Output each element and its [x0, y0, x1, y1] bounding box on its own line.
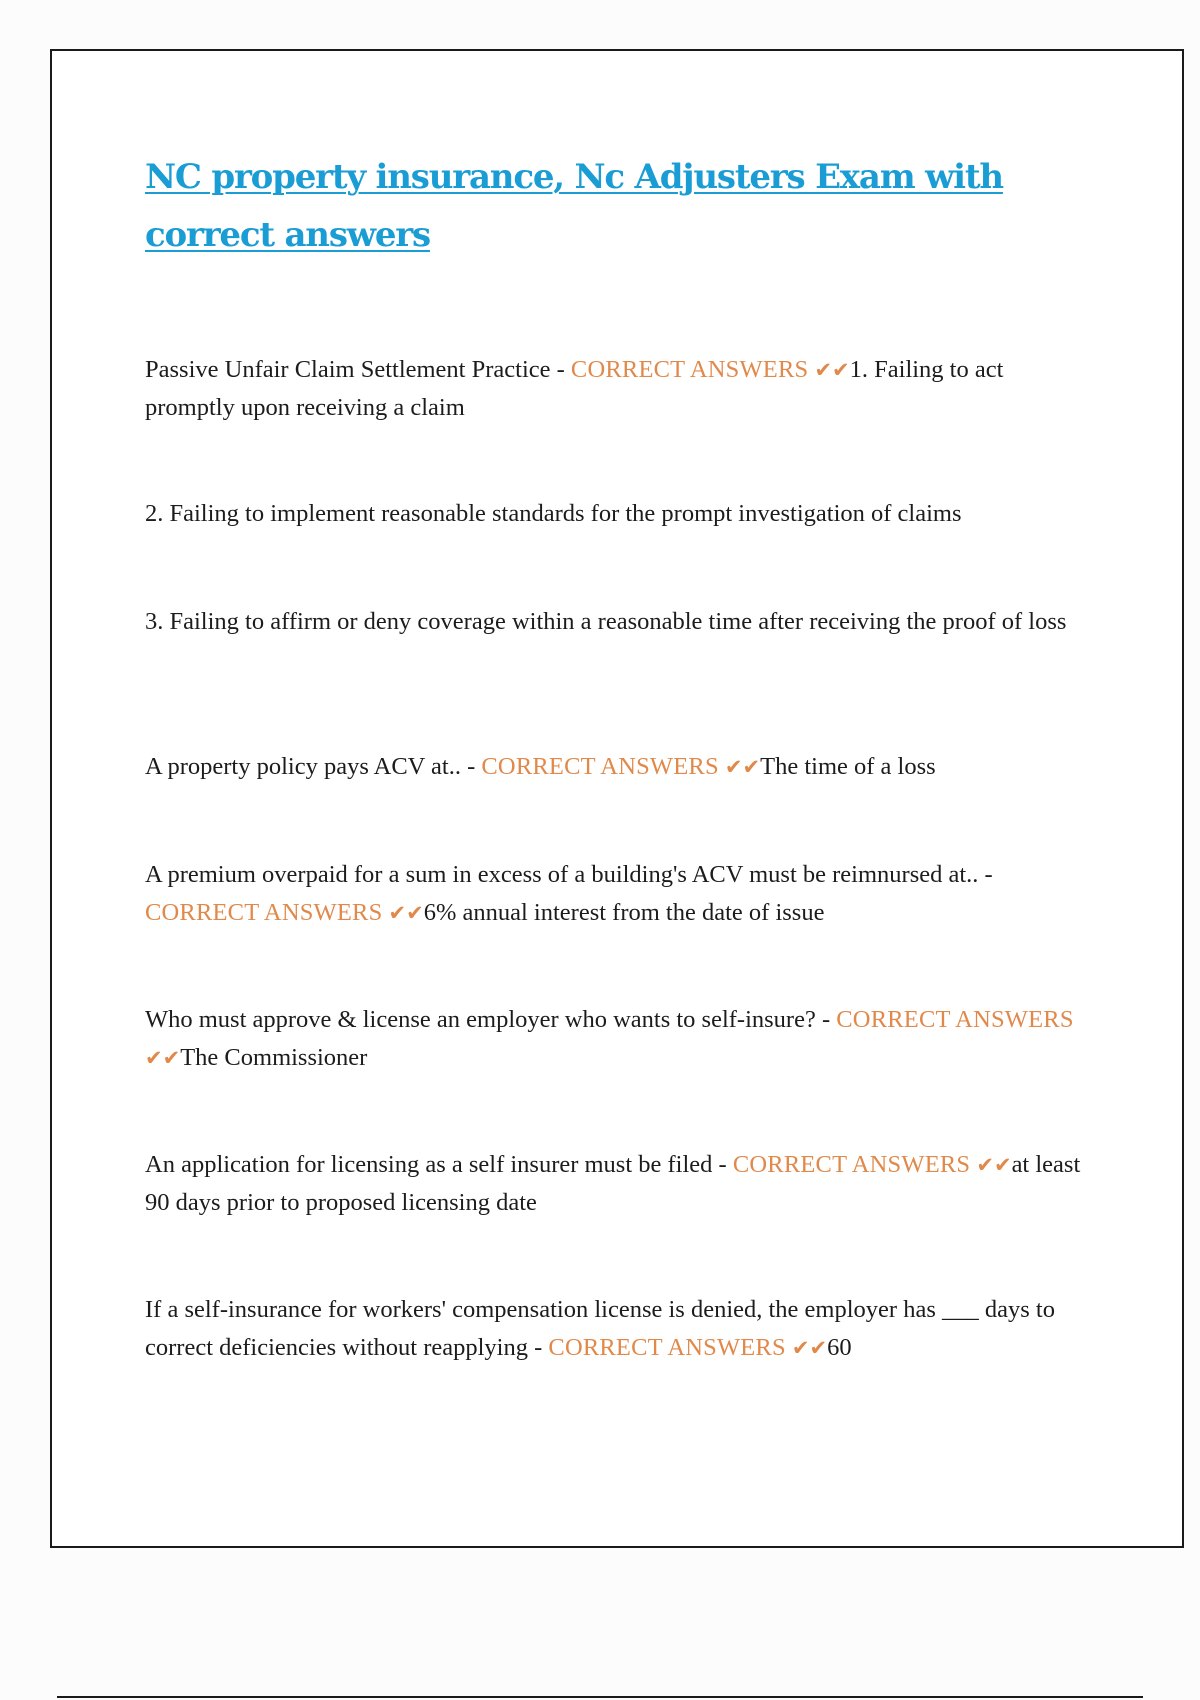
correct-answers-label: CORRECT ANSWERS [145, 899, 383, 926]
question-text: A premium overpaid for a sum in excess of a building's ACV must be reimnursed at.. - [145, 861, 993, 888]
question-text: Passive Unfair Claim Settlement Practice - [145, 356, 571, 383]
qa-entry-self-insure-approval [145, 1001, 1095, 1077]
answer-text: 6% annual interest from the date of issue [423, 899, 825, 926]
list-item-affirm-deny: 3. Failing to affirm or deny coverage within a reasonable time after receiving the proof of loss [145, 608, 1067, 635]
double-check-icon: ✔✔ [724, 755, 761, 779]
question-text: Who must approve & license an employer who wants to self-insure? - [145, 1006, 837, 1033]
footer-divider [57, 1696, 1143, 1698]
document-title-link[interactable]: NC property insurance, Nc Adjusters Exam with correct answers [145, 157, 1003, 255]
answer-text: at least 90 days prior to proposed licensing date [145, 1151, 1081, 1216]
correct-answers-label: CORRECT ANSWERS [732, 1151, 971, 1178]
list-item-standards: 2. Failing to implement reasonable standards for the prompt investigation of claims [145, 500, 962, 527]
answer-text: 60 [827, 1334, 852, 1361]
answer-text: 1. Failing to act promptly upon receiving a claim [145, 356, 1004, 421]
qa-entry-premium-overpaid [145, 856, 1095, 932]
double-check-icon: ✔✔ [814, 358, 850, 382]
question-text: A property policy pays ACV at.. - [145, 753, 482, 780]
double-check-icon: ✔✔ [145, 1046, 181, 1070]
qa-entry-passive-unfair-claim [145, 351, 1095, 427]
double-check-icon: ✔✔ [388, 901, 424, 925]
correct-answers-label: CORRECT ANSWERS [548, 1334, 786, 1361]
question-text: An application for licensing as a self insurer must be filed - [145, 1151, 733, 1178]
qa-entry-license-denied [145, 1291, 1095, 1367]
correct-answers-label: CORRECT ANSWERS [570, 356, 809, 383]
double-check-icon: ✔✔ [791, 1336, 828, 1360]
answer-text: The Commissioner [180, 1044, 368, 1071]
question-text: If a self-insurance for workers' compensation license is denied, the employer has ___ days to correct deficiencies without reapplying - [145, 1296, 1055, 1361]
answer-text: The time of a loss [760, 753, 936, 780]
correct-answers-label: CORRECT ANSWERS [836, 1006, 1074, 1033]
qa-entry-acv [145, 748, 1095, 786]
correct-answers-label: CORRECT ANSWERS [481, 753, 719, 780]
qa-entry-application-filing [145, 1146, 1095, 1222]
double-check-icon: ✔✔ [976, 1153, 1012, 1177]
